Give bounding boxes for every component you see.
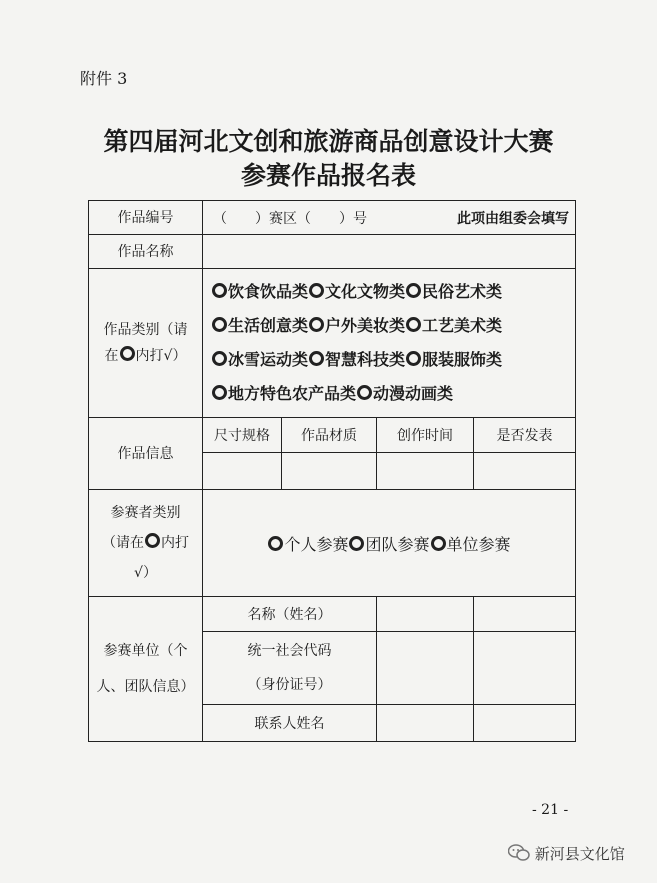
unit-code-line1: 统一社会代码 [247, 643, 332, 659]
circle-icon[interactable] [212, 351, 227, 366]
circle-icon[interactable] [309, 317, 324, 332]
category-option[interactable]: 地方特色农产品类 [228, 384, 357, 403]
registration-form [88, 200, 576, 742]
row-info-headers [89, 418, 576, 453]
work-number-note: 此项由组委会填写 [457, 210, 569, 227]
category-option[interactable]: 生活创意类 [228, 316, 309, 335]
category-option[interactable]: 服装服饰类 [422, 350, 503, 369]
unit-name-label: 名称（姓名） [203, 597, 377, 632]
info-header: 是否发表 [474, 418, 576, 453]
category-label-line2b: 内打√） [135, 348, 187, 364]
category-label-line2a: 在 [104, 348, 119, 364]
circle-icon[interactable] [406, 283, 421, 298]
circle-icon[interactable] [406, 351, 421, 366]
page-number: - 21 - [532, 802, 569, 818]
unit-label [89, 597, 203, 742]
info-header: 创作时间 [377, 418, 474, 453]
unit-name-field[interactable] [377, 597, 474, 632]
circle-icon[interactable] [349, 536, 364, 551]
size-field[interactable] [203, 453, 282, 490]
row-unit-name [89, 597, 576, 632]
category-option[interactable]: 智慧科技类 [325, 350, 406, 369]
circle-icon[interactable] [309, 351, 324, 366]
circle-icon[interactable] [212, 385, 227, 400]
participant-label-line2a: （请在 [102, 535, 144, 551]
brand-name: 新河县文化馆 [534, 845, 625, 863]
annex-label: 附件 3 [80, 69, 128, 88]
category-option[interactable]: 冰雪运动类 [228, 350, 309, 369]
info-header: 尺寸规格 [203, 418, 282, 453]
category-option[interactable]: 文化文物类 [325, 282, 406, 301]
category-options [203, 269, 576, 418]
work-number-text: （ ）赛区（ ）号 [213, 210, 367, 227]
circle-icon[interactable] [268, 536, 283, 551]
circle-icon[interactable] [431, 536, 446, 551]
contact-field[interactable] [377, 705, 474, 742]
work-name-field[interactable] [203, 235, 576, 269]
category-option[interactable]: 户外美妆类 [325, 316, 406, 335]
creation-time-field[interactable] [377, 453, 474, 490]
contact-extra[interactable] [474, 705, 576, 742]
participant-options [203, 490, 576, 597]
row-work-name [89, 235, 576, 269]
unit-code-field[interactable] [377, 632, 474, 705]
contact-label: 联系人姓名 [203, 705, 377, 742]
category-label-line1: 作品类别（请 [103, 322, 188, 338]
circle-icon[interactable] [212, 283, 227, 298]
row-category [89, 269, 576, 418]
participant-label-line3: √） [134, 565, 157, 581]
participant-label [89, 490, 203, 597]
info-header: 作品材质 [282, 418, 377, 453]
participant-label-line2b: 内打 [161, 535, 189, 551]
page-title: 第四届河北文创和旅游商品创意设计大赛 [103, 127, 554, 156]
category-option[interactable]: 工艺美术类 [422, 316, 503, 335]
participant-option[interactable]: 团队参赛 [365, 534, 430, 554]
participant-label-line1: 参赛者类别 [110, 505, 181, 521]
brand-watermark [508, 843, 625, 864]
circle-icon[interactable] [212, 317, 227, 332]
category-option[interactable]: 饮食饮品类 [228, 282, 309, 301]
work-number-label: 作品编号 [89, 201, 203, 235]
unit-name-extra[interactable] [474, 597, 576, 632]
work-number-cell[interactable] [203, 201, 576, 235]
participant-option[interactable]: 单位参赛 [446, 534, 511, 554]
category-label [89, 269, 203, 418]
unit-label-line1: 参赛单位（个 [103, 643, 188, 659]
page-subtitle: 参赛作品报名表 [240, 161, 416, 190]
circle-icon [120, 346, 135, 361]
circle-icon[interactable] [357, 385, 372, 400]
unit-label-line2: 人、团队信息） [96, 679, 195, 695]
work-name-label: 作品名称 [89, 235, 203, 269]
category-option[interactable]: 动漫动画类 [373, 384, 454, 403]
info-label: 作品信息 [89, 418, 203, 490]
category-option[interactable]: 民俗艺术类 [422, 282, 503, 301]
unit-code-line2: （身份证号） [247, 677, 332, 693]
unit-code-extra[interactable] [474, 632, 576, 705]
unit-code-label [203, 632, 377, 705]
material-field[interactable] [282, 453, 377, 490]
circle-icon [145, 533, 160, 548]
participant-option[interactable]: 个人参赛 [284, 534, 349, 554]
row-work-number [89, 201, 576, 235]
chat-bubble-icon [508, 844, 530, 862]
row-participant [89, 490, 576, 597]
published-field[interactable] [474, 453, 576, 490]
circle-icon[interactable] [406, 317, 421, 332]
circle-icon[interactable] [309, 283, 324, 298]
